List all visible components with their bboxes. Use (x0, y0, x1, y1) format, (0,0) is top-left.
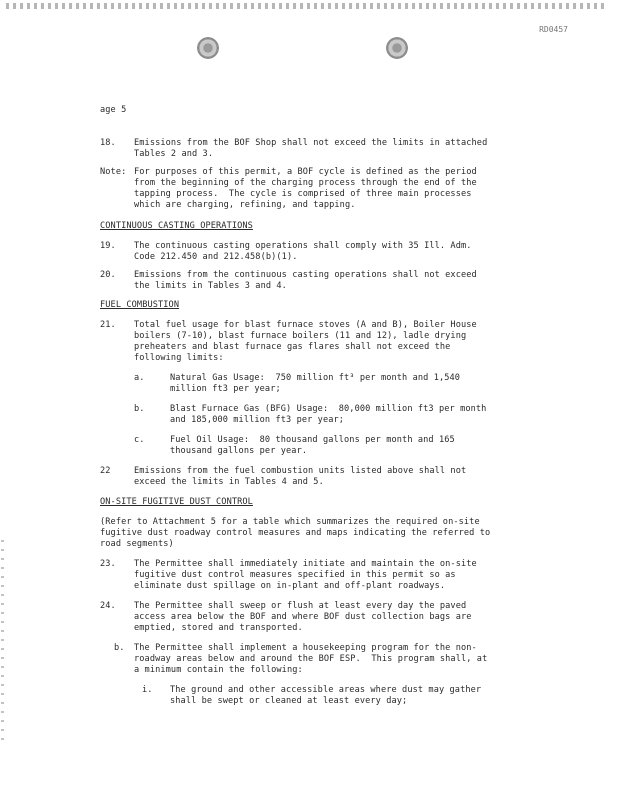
sub-line: and 185,000 million ft3 per year; (170, 415, 345, 425)
scan-header-artifact (6, 3, 606, 9)
item-number: 20. (100, 270, 116, 280)
item-line: following limits: (134, 353, 224, 363)
item-line: access area below the BOF and where BOF dust collection bags are (134, 612, 472, 622)
item-line: Emissions from the BOF Shop shall not exceed the limits in attached (134, 138, 488, 148)
section-heading-fuel: FUEL COMBUSTION (100, 300, 180, 310)
sub-line: The ground and other accessible areas where dust may gather (170, 685, 482, 695)
item-line: The Permittee shall implement a housekeeping program for the non- (134, 643, 477, 653)
item-number: 18. (100, 138, 116, 148)
item-line: Total fuel usage for blast furnace stoves (A and B), Boiler House (134, 320, 477, 330)
refer-line: (Refer to Attachment 5 for a table which summarizes the required on-site (100, 517, 480, 527)
sub-letter: c. (134, 435, 145, 445)
seal-icon-left (197, 37, 219, 59)
item-number: 21. (100, 320, 116, 330)
item-line: the limits in Tables 3 and 4. (134, 281, 287, 291)
scan-margin-artifact (1, 540, 4, 740)
sub-letter: b. (134, 404, 145, 414)
refer-line: fugitive dust roadway control measures and maps indicating the referred to (100, 528, 491, 538)
note-line: For purposes of this permit, a BOF cycle is defined as the period (134, 167, 477, 177)
item-line: preheaters and blast furnace gas flares shall not exceed the (134, 342, 451, 352)
note-line: tapping process. The cycle is comprised of three main processes (134, 189, 472, 199)
item-number: 19. (100, 241, 116, 251)
item-line: a minimum contain the following: (134, 665, 303, 675)
item-line: Tables 2 and 3. (134, 149, 214, 159)
seal-icon-right (386, 37, 408, 59)
item-number: 22 (100, 466, 111, 476)
item-line: Code 212.450 and 212.458(b)(1). (134, 252, 298, 262)
refer-line: road segments) (100, 539, 174, 549)
item-number: 24. (100, 601, 116, 611)
page-label: age 5 (100, 105, 127, 115)
document-id: RD0457 (539, 25, 568, 34)
item-line: The Permittee shall immediately initiate and maintain the on-site (134, 559, 477, 569)
item-line: The Permittee shall sweep or flush at least every day the paved (134, 601, 467, 611)
item-line: emptied, stored and transported. (134, 623, 303, 633)
item-line: exceed the limits in Tables 4 and 5. (134, 477, 324, 487)
section-heading-fugitive: ON-SITE FUGITIVE DUST CONTROL (100, 497, 253, 507)
item-line: boilers (7-10), blast furnace boilers (11 and 12), ladle drying (134, 331, 467, 341)
sub-line: shall be swept or cleaned at least every day; (170, 696, 408, 706)
item-number: b. (114, 643, 125, 653)
item-line: roadway areas below and around the BOF ESP. This program shall, at (134, 654, 488, 664)
sub-letter: i. (142, 685, 153, 695)
item-number: 23. (100, 559, 116, 569)
sub-line: million ft3 per year; (170, 384, 281, 394)
item-line: Emissions from the fuel combustion units listed above shall not (134, 466, 467, 476)
sub-line: Natural Gas Usage: 750 million ft³ per month and 1,540 (170, 373, 461, 383)
item-line: fugitive dust control measures specified in this permit so as (134, 570, 456, 580)
sub-line: thousand gallons per year. (170, 446, 308, 456)
note-label: Note: (100, 167, 127, 177)
item-line: eliminate dust spillage on in-plant and off-plant roadways. (134, 581, 446, 591)
note-line: which are charging, refining, and tapping. (134, 200, 356, 210)
note-line: from the beginning of the charging process through the end of the (134, 178, 477, 188)
sub-line: Fuel Oil Usage: 80 thousand gallons per month and 165 (170, 435, 455, 445)
sub-letter: a. (134, 373, 145, 383)
item-line: The continuous casting operations shall comply with 35 Ill. Adm. (134, 241, 472, 251)
sub-line: Blast Furnace Gas (BFG) Usage: 80,000 million ft3 per month (170, 404, 487, 414)
item-line: Emissions from the continuous casting operations shall not exceed (134, 270, 477, 280)
section-heading-casting: CONTINUOUS CASTING OPERATIONS (100, 221, 253, 231)
